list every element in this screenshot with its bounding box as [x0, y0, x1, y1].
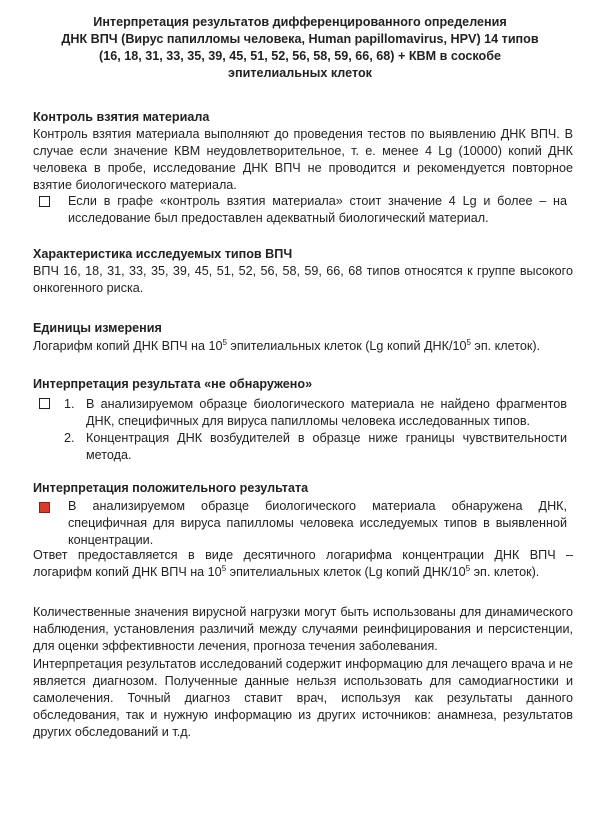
units-text-b: эпителиальных клеток (Lg копий ДНК/10 — [226, 339, 467, 353]
negative-item-2-number: 2. — [64, 431, 75, 445]
positive-sup-1: 5 — [221, 563, 227, 573]
control-checkbox[interactable] — [39, 196, 50, 207]
negative-item-2-text: Концентрация ДНК возбудителей в образце ниже границы чувствительности метода. — [86, 431, 567, 462]
negative-item-1-number: 1. — [64, 397, 75, 411]
title-line-2: ДНК ВПЧ (Вирус папилломы человека, Human papillomavirus, HPV) 14 типов — [61, 32, 539, 46]
document-title — [40, 14, 560, 82]
control-checkbox-text: Если в графе «контроль взятия материала» стоит значение 4 Lg и более – на исследование был предоставлен адекватный биологический материал. — [68, 194, 567, 225]
notes-paragraph-2: Интерпретация результатов исследований содержит информацию для лечащего врача и не является диагнозом. Полученные данные нельзя использовать для самодиагностики и самолечения. Точный диагноз ставит врач, используя как результаты данного обследования, так и нужную информацию из других источников: анамнеза, результатов других обследований и т.д. — [33, 657, 573, 739]
notes-paragraph-1: Количественные значения вирусной нагрузки могут быть использованы для динамического наблюдения, установления различий между случаями реинфицирования и персистенции, для оценки эффективности лечения, прогноза течения заболевания. — [33, 605, 573, 653]
title-line-4: эпителиальных клеток — [228, 66, 372, 80]
types-heading: Характеристика исследуемых типов ВПЧ — [33, 247, 293, 261]
units-text — [33, 338, 573, 355]
positive-checkbox[interactable] — [39, 502, 50, 513]
positive-answer-b: эпителиальных клеток (Lg копий ДНК/10 — [226, 565, 466, 579]
title-line-3: (16, 18, 31, 33, 35, 39, 45, 51, 52, 56, 58, 59, 66, 68) + КВМ в соскобе — [99, 49, 501, 63]
negative-heading: Интерпретация результата «не обнаружено» — [33, 377, 313, 391]
units-text-c: эп. клеток). — [470, 339, 541, 353]
positive-checkbox-text: В анализируемом образце биологического материала обнаружена ДНК, специфичная для вируса папилломы человека исследуемых типов в выявленной концентрации. — [68, 499, 567, 547]
negative-checkbox[interactable] — [39, 398, 50, 409]
positive-answer-c: эп. клеток). — [470, 565, 540, 579]
units-sup-2: 5 — [466, 337, 471, 347]
title-line-1: Интерпретация результатов дифференцированного определения — [93, 15, 507, 29]
units-text-a: Логарифм копий ДНК ВПЧ на 10 — [33, 339, 223, 353]
units-heading: Единицы измерения — [33, 321, 162, 335]
units-sup-1: 5 — [222, 337, 227, 347]
positive-sup-2: 5 — [465, 563, 471, 573]
positive-answer-text — [33, 547, 573, 581]
positive-answer-a: Ответ предоставляется в виде десятичного логарифма концентрации ДНК ВПЧ – логарифм копий ДНК ВПЧ на 10 — [33, 548, 573, 579]
control-text: Контроль взятия материала выполняют до проведения тестов по выявлению ДНК ВПЧ. В случае если значение КВМ неудовлетворительное, т. е. менее 4 Lg (10000) копий ДНК человека в пробе, исследование ДНК ВПЧ не проводится и рекомендуется повторное взятие биологического материала. — [33, 127, 573, 192]
control-heading: Контроль взятия материала — [33, 110, 210, 124]
types-text: ВПЧ 16, 18, 31, 33, 35, 39, 45, 51, 52, 56, 58, 59, 66, 68 типов относятся к группе высокого онкогенного риска. — [33, 264, 573, 295]
negative-item-1-text: В анализируемом образце биологического материала не найдено фрагментов ДНК, специфичных для вируса папилломы человека исследованных типов. — [86, 397, 567, 428]
positive-heading: Интерпретация положительного результата — [33, 481, 309, 495]
